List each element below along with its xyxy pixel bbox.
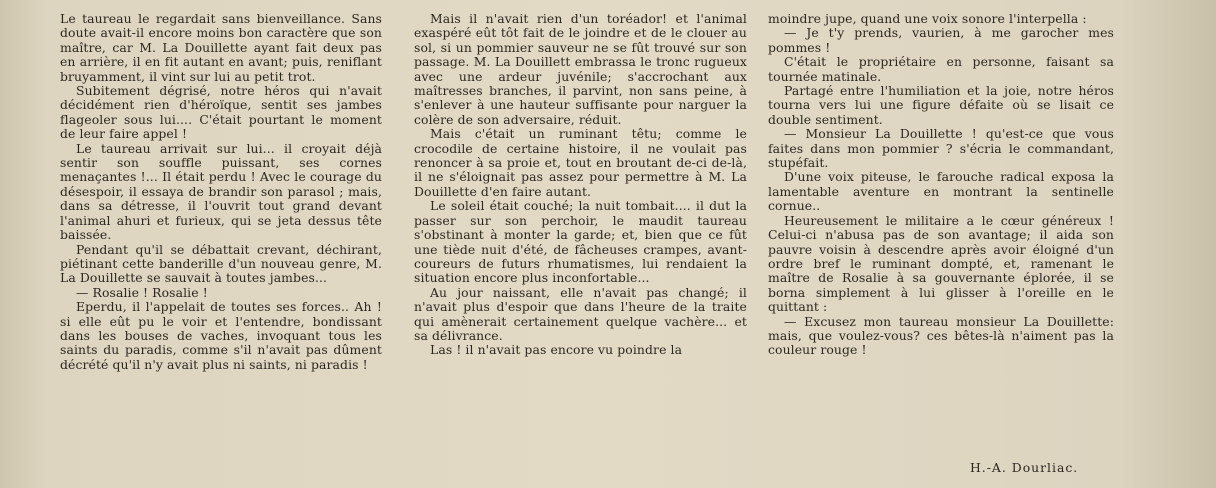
paragraph: Las ! il n'avait pas encore vu poindre la — [430, 342, 683, 358]
paragraph: Le taureau arrivait sur lui... il croyait déjà sentir son souffle puissant, ses cornes menaçantes !... Il était perdu ! Avec le courage du désespoir, il essaya de brandir son parasol ; mais, dans sa détresse, il l'ouvrit tout grand devant l'animal ahuri et furieux, qui se jeta dessus tête baissée. — [60, 140, 382, 243]
paragraph: Subitement dégrisé, notre héros qui n'avait décidément rien d'héroïque, sentit ses jambes flageoler sous lui.... C'était pourtant le moment de leur faire appel ! — [60, 83, 382, 142]
paragraph: Mais il n'avait rien d'un toréador! et l'animal exaspéré eût tôt fait de le joindre et de le clouer au sol, si un pommier sauveur ne se fût trouvé sur son passage. M. La Douillett embrassa le tronc rugueux avec une ardeur juvénile; s'accrochant aux maîtresses branches, il parvint, non sans peine, à s'enlever à une hauteur suffisante pour narguer la colère de son adversaire, réduit. — [414, 11, 747, 127]
paragraph: Partagé entre l'humiliation et la joie, notre héros tourna vers lui une figure défaite où se lisait ce double sentiment. — [768, 83, 1114, 127]
paragraph: Au jour naissant, elle n'avait pas changé; il n'avait plus d'espoir que dans l'heure de la traite qui amènerait certainement quelque vachère... et sa délivrance. — [414, 284, 747, 343]
paragraph: — Je t'y prends, vaurien, à me garocher mes pommes ! — [768, 25, 1114, 55]
text-column-2 — [414, 12, 747, 358]
author-signature: H.-A. Dourliac. — [970, 460, 1079, 475]
text-column-1 — [60, 12, 382, 372]
paragraph: Le taureau le regardait sans bienveillance. Sans doute avait-il encore moins bon caractère que son maître, car M. La Douillette ayant fait deux pas en arrière, il en fit autant en avant; puis, reniflant bruyamment, il vint sur lui au petit trot. — [60, 11, 382, 84]
paragraph: C'était le propriétaire en personne, faisant sa tournée matinale. — [768, 54, 1114, 84]
paragraph: — Monsieur La Douillette ! qu'est-ce que vous faites dans mon pommier ? s'écria le commandant, stupéfait. — [768, 126, 1114, 171]
paragraph: Pendant qu'il se débattait crevant, déchirant, piétinant cette banderille d'un nouveau genre, M. La Douillette se sauvait à toutes jambes... — [60, 241, 382, 286]
paragraph: — Excusez mon taureau monsieur La Douillette: mais, que voulez-vous? ces bêtes-là n'aiment pas la couleur rouge ! — [768, 313, 1114, 358]
paragraph: Eperdu, il l'appelait de toutes ses forces.. Ah ! si elle eût pu le voir et l'entendre, bondissant dans les bouses de vaches, invoquant tous les saints du paradis, comme s'il n'avait pas dûment décrété qu'il n'y avait plus ni saints, ni paradis ! — [60, 299, 382, 372]
text-column-3 — [768, 12, 1114, 358]
paragraph: — Rosalie ! Rosalie ! — [76, 284, 208, 300]
paragraph: Le soleil était couché; la nuit tombait.... il dut la passer sur son perchoir, le maudit taureau s'obstinant à monter la garde; et, bien que ce fût une tiède nuit d'été, de fâcheuses crampes, avant-coureurs de futurs rhumatismes, lui rendaient la situation encore plus inconfortable... — [414, 198, 747, 286]
paragraph: moindre jupe, quand une voix sonore l'interpella : — [768, 11, 1087, 26]
paragraph: Mais c'était un ruminant têtu; comme le crocodile de certaine histoire, il ne voulait pas renoncer à sa proie et, tout en broutant de-ci de-là, il ne s'éloignait pas assez pour permettre à M. La Douillette d'en faire autant. — [414, 126, 747, 199]
paragraph: D'une voix piteuse, le farouche radical exposa la lamentable aventure en montrant la sentinelle cornue.. — [768, 169, 1114, 214]
paragraph: Heureusement le militaire a le cœur généreux ! Celui-ci n'abusa pas de son avantage; il aida son pauvre voisin à descendre après avoir éloigné d'un ordre bref le ruminant dompté, et, ramenant le maître de Rosalie à sa gouvernante éplorée, il se borna simplement à lui glisser à l'oreille en le quittant : — [768, 212, 1114, 315]
